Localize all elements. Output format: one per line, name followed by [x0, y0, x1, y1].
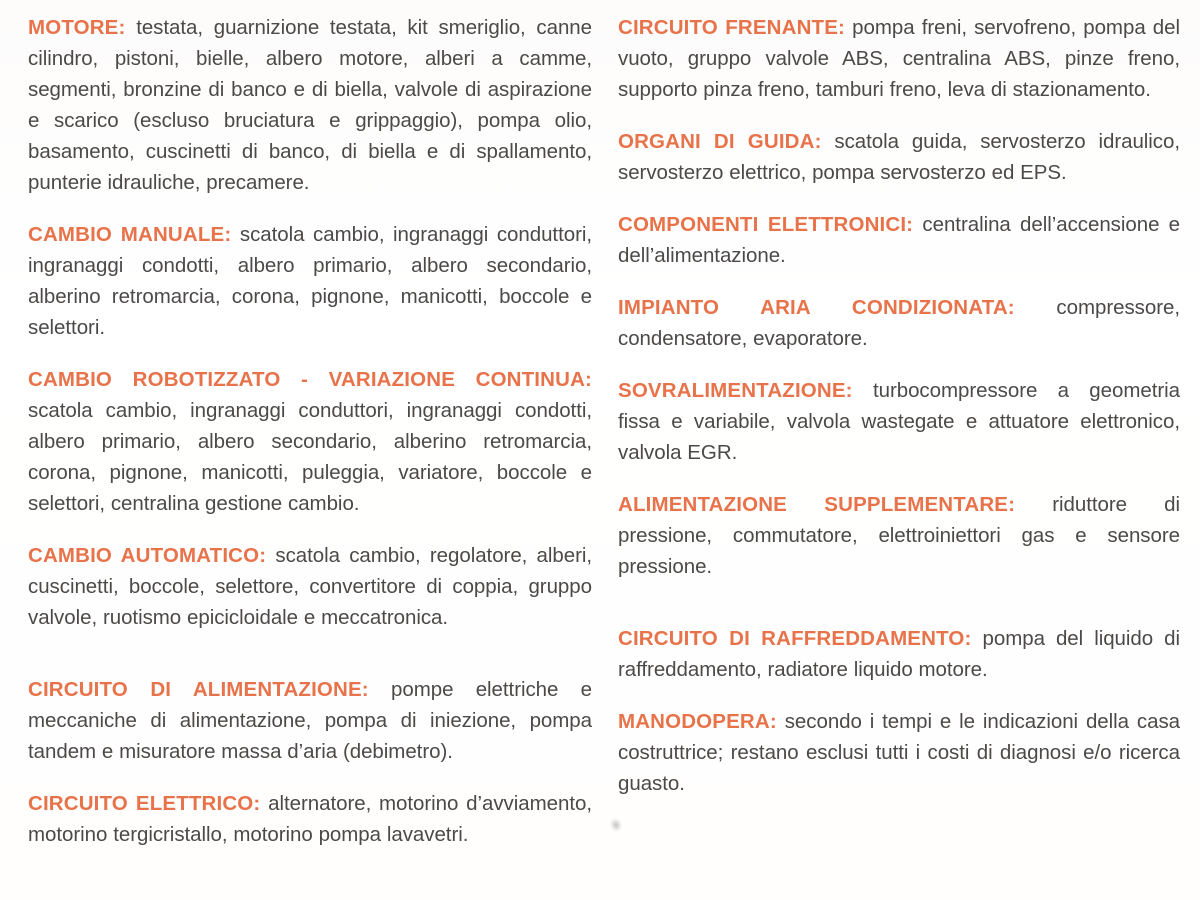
- entry-motore: [28, 12, 592, 198]
- entry-impianto-aria-condizionata: [618, 292, 1180, 354]
- entry-heading: CAMBIO MANUALE:: [28, 223, 232, 246]
- entry-heading: CIRCUITO DI RAFFREDDAMENTO:: [618, 627, 972, 650]
- entry-body: secondo i tempi e le indicazioni della casa costruttrice; restano esclusi tutti i costi di diagnosi e/o ricerca guasto.: [618, 710, 1180, 795]
- entry-body: alternatore, motorino d’avviamento, motorino tergicristallo, motorino pompa lavavetri.: [28, 792, 592, 846]
- entry-componenti-elettronici: [618, 209, 1180, 271]
- entry-body: riduttore di pressione, commutatore, elettroiniettori gas e sensore pressione.: [618, 493, 1180, 578]
- entry-heading: CIRCUITO ELETTRICO:: [28, 792, 261, 815]
- entry-cambio-robotizzato: [28, 364, 592, 519]
- entry-body: scatola cambio, ingranaggi conduttori, ingranaggi condotti, albero primario, albero secondario, alberino retromarcia, corona, pignone, manicotti, boccole e selettori.: [28, 223, 592, 339]
- entry-heading: MOTORE:: [28, 16, 126, 39]
- entry-heading: ORGANI DI GUIDA:: [618, 130, 822, 153]
- entry-body: scatola cambio, regolatore, alberi, cuscinetti, boccole, selettore, convertitore di coppia, gruppo valvole, ruotismo epicicloidale e meccatronica.: [28, 544, 593, 629]
- entry-body: turbocompressore a geometria fissa e variabile, valvola wastegate e attuatore elettronico, valvola EGR.: [618, 379, 1180, 464]
- entry-heading: CIRCUITO FRENANTE:: [618, 16, 846, 39]
- entry-body: compressore, condensatore, evaporatore.: [618, 296, 1180, 350]
- entry-body: centralina dell’accensione e dell’alimentazione.: [618, 213, 1181, 267]
- entry-organi-di-guida: [618, 126, 1180, 188]
- entry-heading: CAMBIO AUTOMATICO:: [28, 544, 267, 567]
- entry-alimentazione-supplementare: [618, 489, 1180, 582]
- entry-sovralimentazione: [618, 375, 1180, 468]
- entry-circuito-di-alimentazione: [28, 674, 592, 767]
- entry-cambio-automatico: [28, 540, 592, 633]
- entry-body: scatola cambio, ingranaggi conduttori, ingranaggi condotti, albero primario, albero secondario, alberino retromarcia, corona, pignone, manicotti, puleggia, variatore, boccole e selettori, centralina gestione cambio.: [28, 399, 592, 515]
- entry-circuito-di-raffreddamento: [618, 623, 1180, 685]
- entry-heading: ALIMENTAZIONE SUPPLEMENTARE:: [618, 493, 1016, 516]
- entry-circuito-frenante: [618, 12, 1180, 105]
- entry-manodopera: [618, 706, 1180, 799]
- entry-body: testata, guarnizione testata, kit smeriglio, canne cilindro, pistoni, bielle, albero motore, alberi a camme, segmenti, bronzine di banco e di biella, valvole di aspirazione e scarico (escluso bruciatura e grippaggio), pompa olio, basamento, cuscinetti di banco, di biella e di spallamento, punterie idrauliche, precamere.: [28, 16, 592, 194]
- two-column-body: [0, 12, 1200, 850]
- entry-body: scatola guida, servosterzo idraulico, servosterzo elettrico, pompa servosterzo ed EPS.: [618, 130, 1181, 184]
- right-column: [600, 12, 1200, 799]
- entry-cambio-manuale: [28, 219, 592, 343]
- entry-body: pompa del liquido di raffreddamento, radiatore liquido motore.: [618, 627, 1180, 681]
- entry-heading: IMPIANTO ARIA CONDIZIONATA:: [618, 296, 1015, 319]
- entry-body: pompa freni, servofreno, pompa del vuoto, gruppo valvole ABS, centralina ABS, pinze freno, supporto pinza freno, tamburi freno, leva di stazionamento.: [618, 16, 1180, 101]
- left-column: [0, 12, 600, 850]
- entry-heading: SOVRALIMENTAZIONE:: [618, 379, 853, 402]
- entry-body: pompe elettriche e meccaniche di alimentazione, pompa di iniezione, pompa tandem e misuratore massa d’aria (debimetro).: [28, 678, 592, 763]
- entry-heading: CAMBIO ROBOTIZZATO - VARIAZIONE CONTINUA:: [28, 368, 592, 391]
- entry-heading: MANODOPERA:: [618, 710, 777, 733]
- entry-heading: CIRCUITO DI ALIMENTAZIONE:: [28, 678, 369, 701]
- entry-circuito-elettrico: [28, 788, 592, 850]
- entry-heading: COMPONENTI ELETTRONICI:: [618, 213, 914, 236]
